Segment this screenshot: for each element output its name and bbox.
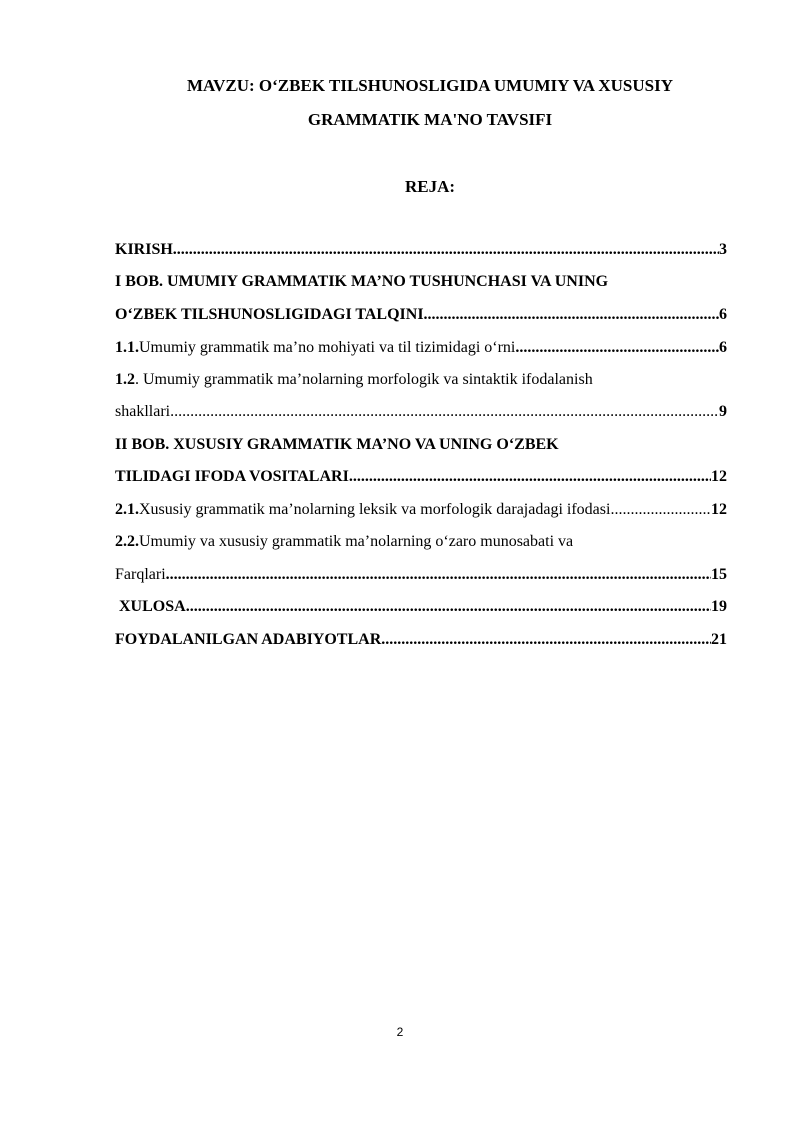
toc-dot-leader [173,239,719,261]
toc-page-number: 12 [711,468,727,485]
toc-entry-label: Farqlari [115,566,166,583]
toc-page-number: 6 [719,339,727,356]
toc-entry-label: I BOB. UMUMIY GRAMMATIK MA’NO TUSHUNCHASI VA UNING [115,273,609,290]
toc-dot-leader [424,304,719,326]
toc-entry-label: FOYDALANILGAN ADABIYOTLAR [115,631,382,648]
toc-entry-label: TILIDAGI IFODA VOSITALARI [115,468,349,485]
toc-page-number: 12 [711,501,727,518]
toc-entry-label: II BOB. XUSUSIY GRAMMATIK MA’NO VA UNING O‘ZBEK [115,436,559,453]
toc-entry-section-2-1 [115,499,727,521]
toc-entry-label: KIRISH [115,241,173,258]
toc-dot-leader [610,499,711,521]
toc-entry-section-2-2-line-2 [115,564,727,586]
toc-entry-label: . Umumiy grammatik ma’nolarning morfologik va sintaktik ifodalanish [135,371,593,388]
toc-entry-kirish [115,239,727,261]
toc-entry-label: O‘ZBEK TILSHUNOSLIGIDAGI TALQINI [115,306,424,323]
toc-entry-xulosa [115,596,727,618]
toc-dot-leader [515,337,719,359]
toc-page-number: 3 [719,241,727,258]
toc-page-number: 15 [711,566,727,583]
toc-entry-chapter-2-line-2 [115,466,727,488]
toc-entry-chapter-1-line-1 [115,271,608,293]
toc-dot-leader [349,466,711,488]
toc-page-number: 19 [711,598,727,615]
toc-page-number: 6 [719,306,727,323]
page-number-footer: 2 [396,1025,404,1039]
toc-section-number: 1.1. [115,339,139,356]
document-title-line-1: MAVZU: O‘ZBEK TILSHUNOSLIGIDA UMUMIY VA XUSUSIY [186,76,674,95]
toc-entry-label: XULOSA [115,598,186,615]
toc-entry-label: Umumiy va xususiy grammatik ma’nolarning o‘zaro munosabati va [139,533,574,550]
toc-section-number: 2.2. [115,533,139,550]
toc-dot-leader [186,596,711,618]
toc-section-number: 2.1. [115,501,139,518]
toc-page-number: 9 [719,403,727,420]
plan-heading: REJA: [404,177,456,196]
toc-entry-chapter-1-line-2 [115,304,727,326]
toc-dot-leader [170,401,719,423]
toc-entry-label: shakllari [115,403,171,420]
toc-entry-section-1-2-line-1 [115,369,593,391]
toc-dot-leader [166,564,711,586]
toc-entry-section-2-2-line-1 [115,531,573,553]
toc-dot-leader [381,629,711,651]
toc-entry-label: Umumiy grammatik ma’no mohiyati va til tizimidagi o‘rni [139,339,516,356]
toc-section-number: 1.2 [115,371,135,388]
toc-entry-chapter-2-line-1 [115,434,559,456]
toc-entry-section-1-2-line-2 [115,401,727,423]
document-title-line-2: GRAMMATIK MA'NO TAVSIFI [307,110,553,129]
toc-entry-label: Xususiy grammatik ma’nolarning leksik va morfologik darajadagi ifodasi [139,501,611,518]
toc-page-number: 21 [711,631,727,648]
toc-entry-section-1-1 [115,337,727,359]
toc-entry-adabiyotlar [115,629,727,651]
